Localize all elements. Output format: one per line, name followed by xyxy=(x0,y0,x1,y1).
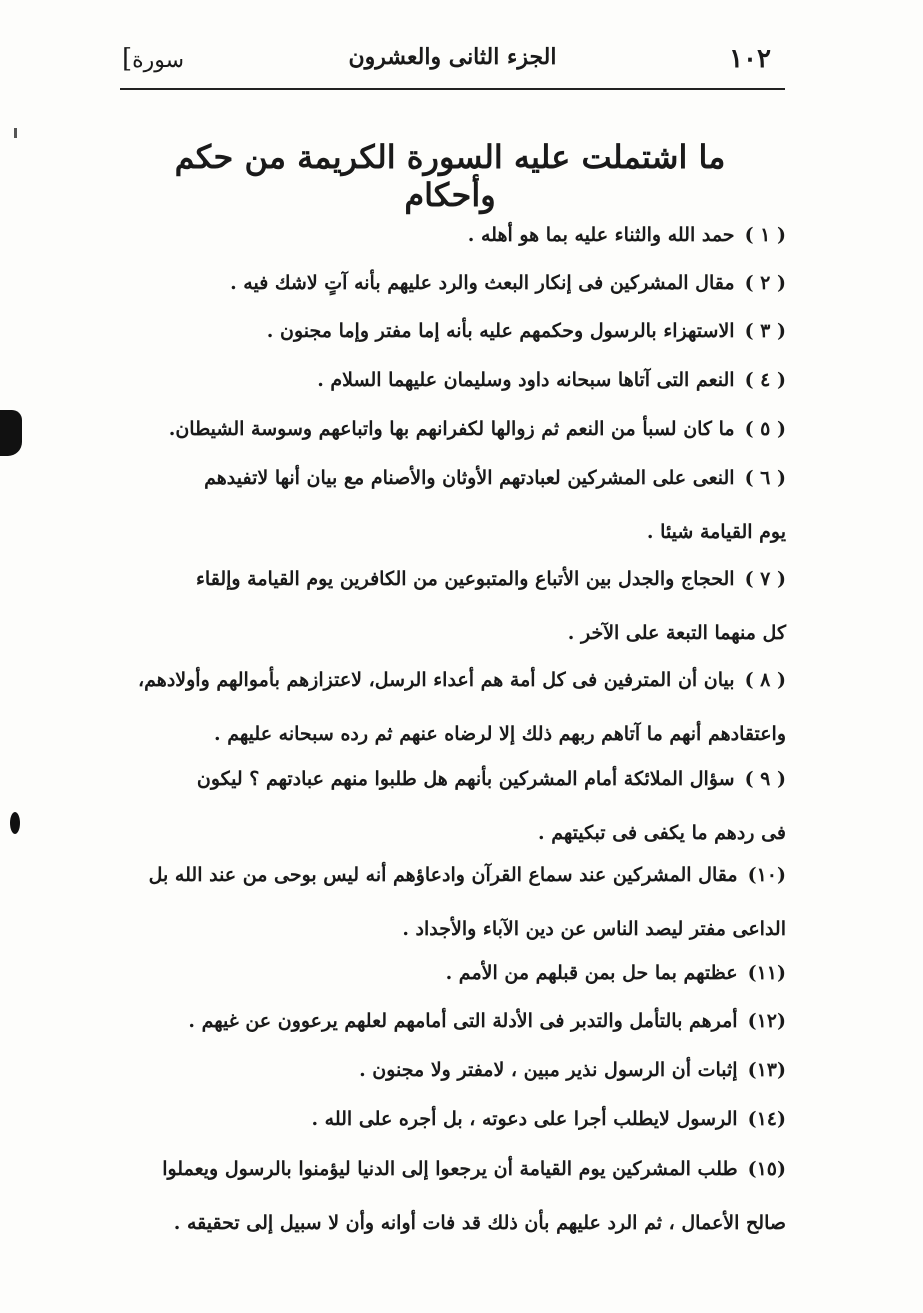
item-text-continued: واعتقادهم أنهم ما آتاهم ربهم ذلك إلا لرضاه عنهم ثم رده سبحانه عليهم . xyxy=(214,723,786,745)
item-number: (١١) xyxy=(747,962,786,984)
item-text: عظتهم بما حل بمن قبلهم من الأمم . xyxy=(445,962,738,984)
scan-ink-mark xyxy=(10,812,20,834)
item-text: الحجاج والجدل بين الأتباع والمتبوعين من الكافرين يوم القيامة وإلقاء xyxy=(195,568,735,590)
item-number: ( ٨ ) xyxy=(744,669,786,691)
item-text: ما كان لسبأ من النعم ثم زوالها لكفرانهم بها واتباعهم وسوسة الشيطان. xyxy=(168,418,735,440)
item-text: الاستهزاء بالرسول وحكمهم عليه بأنه إما مفتر وإما مجنون . xyxy=(266,320,735,342)
item-number: ( ١ ) xyxy=(744,224,786,246)
list-item xyxy=(112,994,786,1048)
list-item xyxy=(112,1142,786,1250)
item-number: ( ٣ ) xyxy=(744,320,786,342)
item-number: (١٥) xyxy=(747,1158,786,1180)
page-number: ١٠٢ xyxy=(729,44,771,74)
item-text: حمد الله والثناء عليه بما هو أهله . xyxy=(467,224,735,246)
item-text-continued: يوم القيامة شيئا . xyxy=(646,521,786,543)
item-number: ( ٤ ) xyxy=(744,369,786,391)
list-item xyxy=(112,304,786,358)
item-number: ( ٥ ) xyxy=(744,418,786,440)
page-title: ما اشتملت عليه السورة الكريمة من حكم وأحكام xyxy=(174,138,726,214)
item-text: النعى على المشركين لعبادتهم الأوثان والأصنام مع بيان أنها لاتفيدهم xyxy=(204,467,735,489)
item-text: بيان أن المترفين فى كل أمة هم أعداء الرسل، لاعتزازهم بأموالهم وأولادهم، xyxy=(138,669,735,691)
page-header xyxy=(120,38,785,90)
list-item xyxy=(112,552,786,660)
item-text: إثبات أن الرسول نذير مبين ، لامفتر ولا مجنون . xyxy=(359,1059,738,1081)
scan-speck xyxy=(14,128,17,138)
item-text-continued: كل منهما التبعة على الآخر . xyxy=(567,622,786,644)
list-item xyxy=(112,402,786,456)
list-item xyxy=(112,848,786,956)
list-item xyxy=(112,256,786,310)
item-text: أمرهم بالتأمل والتدبر فى الأدلة التى أمامهم لعلهم يرعوون عن غيهم . xyxy=(188,1010,738,1032)
item-number: (١٢) xyxy=(747,1010,786,1032)
item-text: مقال المشركين عند سماع القرآن وادعاؤهم أنه ليس بوحى من عند الله بل xyxy=(148,864,738,886)
item-text: طلب المشركين يوم القيامة أن يرجعوا إلى الدنيا ليؤمنوا بالرسول ويعملوا xyxy=(162,1158,738,1180)
item-text-continued: الداعى مفتر ليصد الناس عن دين الآباء والأجداد . xyxy=(402,918,786,940)
item-number: (١٤) xyxy=(747,1108,786,1130)
list-item xyxy=(112,1043,786,1097)
item-text: الرسول لايطلب أجرا على دعوته ، بل أجره على الله . xyxy=(311,1108,738,1130)
item-text-continued: صالح الأعمال ، ثم الرد عليهم بأن ذلك قد فات أوانه وأن لا سبيل إلى تحقيقه . xyxy=(173,1212,786,1234)
list-item xyxy=(112,353,786,407)
list-item xyxy=(112,653,786,761)
scan-ink-blot xyxy=(0,410,22,456)
item-text: مقال المشركين فى إنكار البعث والرد عليهم بأنه آتٍ لاشك فيه . xyxy=(230,272,735,294)
list-item xyxy=(112,1092,786,1146)
list-item xyxy=(112,752,786,860)
surah-label: [سورة xyxy=(122,44,185,74)
item-number: (١٠) xyxy=(747,864,786,886)
running-title: الجزء الثانى والعشرون xyxy=(348,44,557,70)
item-number: ( ٢ ) xyxy=(744,272,786,294)
item-text: سؤال الملائكة أمام المشركين بأنهم هل طلبوا منهم عبادتهم ؟ ليكون xyxy=(196,768,735,790)
item-number: ( ٧ ) xyxy=(744,568,786,590)
item-number: (١٣) xyxy=(747,1059,786,1081)
list-item xyxy=(112,946,786,1000)
surah-label-text: سورة xyxy=(132,48,185,73)
item-number: ( ٩ ) xyxy=(744,768,786,790)
item-text: النعم التى آتاها سبحانه داود وسليمان عليهما السلام . xyxy=(317,369,735,391)
item-text-continued: فى ردهم ما يكفى فى تبكيتهم . xyxy=(537,822,786,844)
list-item xyxy=(112,451,786,559)
item-number: ( ٦ ) xyxy=(744,467,786,489)
list-item xyxy=(112,208,786,262)
